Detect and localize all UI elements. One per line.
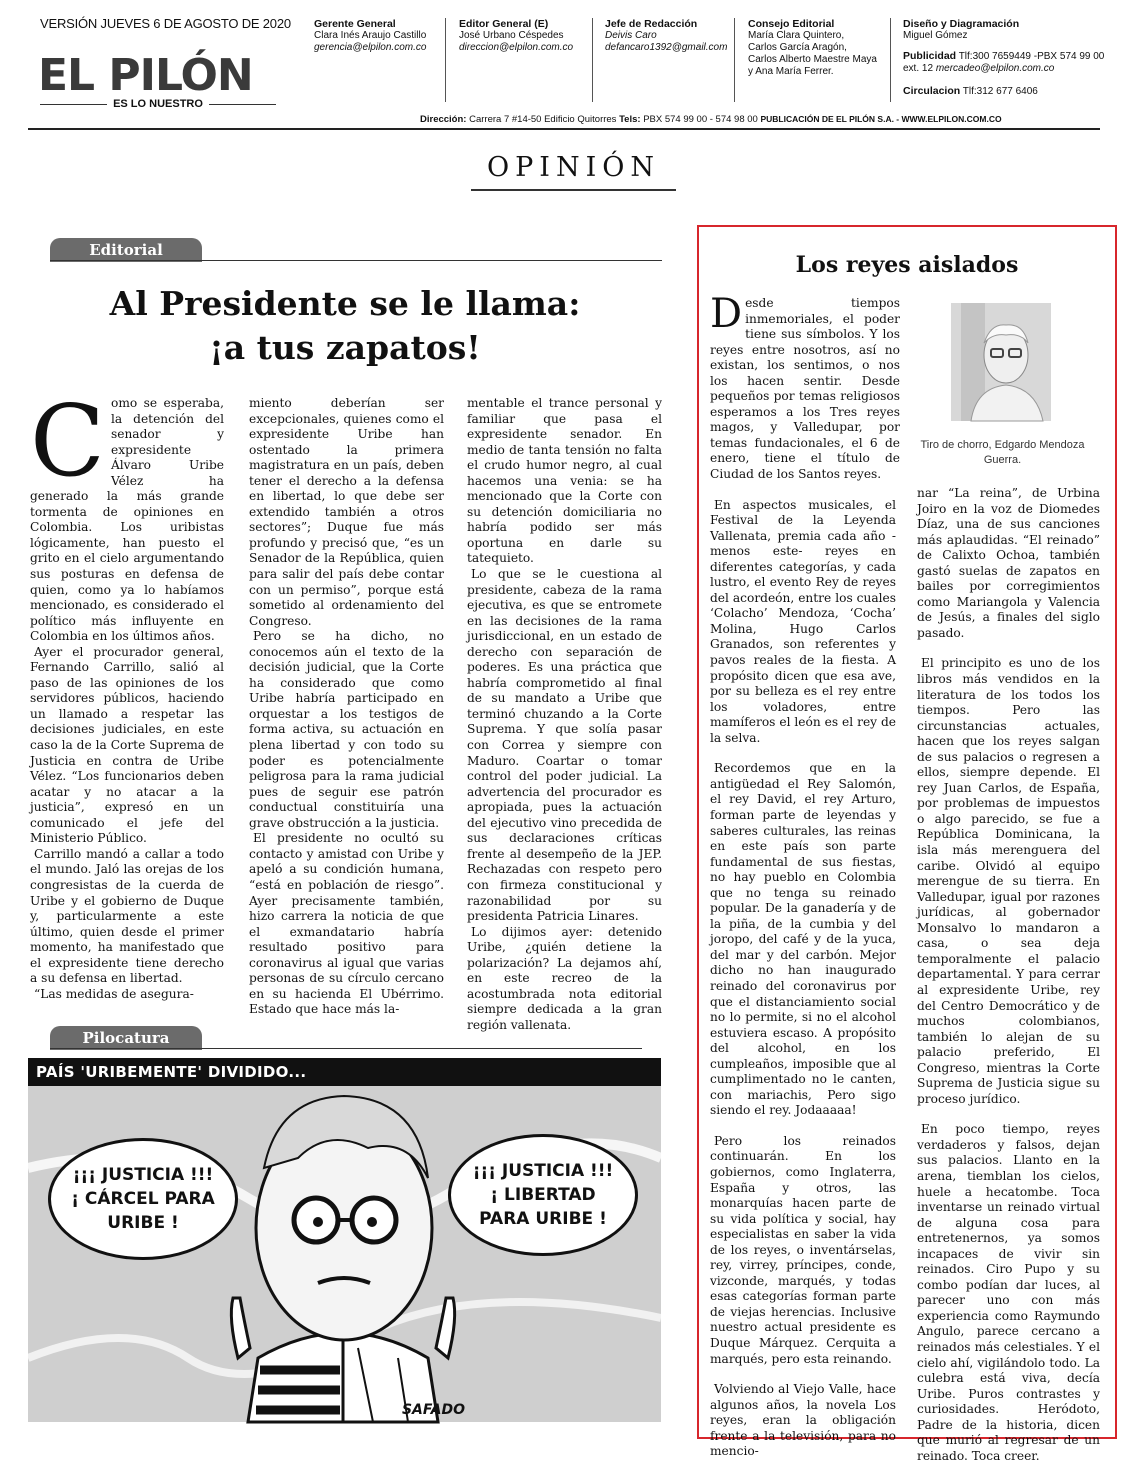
circulacion-label: Circulacion	[903, 85, 961, 97]
publicidad-phone: Tlf:300 7659449 -PBX 574 99 00	[958, 51, 1105, 62]
staff-name: y Ana María Ferrer.	[748, 66, 834, 77]
opinion-column-title: Los reyes aislados	[795, 252, 1019, 278]
bubble-line: ¡¡¡ JUSTICIA !!!	[72, 1165, 214, 1185]
newspaper-logo: EL PILÓN	[38, 50, 253, 101]
paragraph: Lo dijimos ayer: detenido Uribe, ¿quién detiene la polarización? La dejamos ahí, en este recreo de la acostumbrada nota editorial siempre dedicada a la gran región vallenata.	[467, 924, 662, 1032]
masthead-rule	[28, 128, 1100, 130]
staff-email: gerencia@elpilon.com.co	[314, 42, 427, 53]
publicidad-email: mercadeo@elpilon.com.co	[935, 63, 1055, 74]
staff-editor	[459, 18, 573, 54]
speech-bubble-right	[448, 1134, 638, 1256]
paragraph: Lo que se le cuestiona al presidente, cabeza de la rama ejecutiva, es que se entromete en las decisiones de la rama jurisdiccional, en un estado de derecho con separación de poderes. Es una práctica que habría comprometido al final de su mandato a Uribe que terminó chuzando a la Corte Suprema. Y que solía pasar con Correa y siempre con Maduro. Coartar o tomar control del poder judicial. La advertencia del procurador es apropiada, pues la actuación del ejecutivo vino precedida de sus declaraciones críticas frente al desempeño de la JEP. Rechazadas con respeto pero con firmeza constitucional y razonabilidad por su presidenta Patricia Linares.	[467, 567, 662, 924]
bubble-line: ¡ LIBERTAD	[490, 1185, 596, 1205]
editorial-headline	[30, 282, 660, 370]
section-title: OPINIÓN	[471, 152, 676, 191]
author-photo-caption: Tiro de chorro, Edgardo Mendoza Guerra.	[920, 439, 1085, 466]
author-portrait-icon	[951, 303, 1051, 421]
staff-divider	[734, 18, 735, 102]
staff-gerente	[314, 18, 426, 54]
editorial-tab: Editorial	[50, 238, 202, 262]
paragraph: nar “La reina”, de Urbina Joiro en la voz de Diomedes Díaz, una de sus canciones más aplaudidas. “El reinado” de Calixto Ochoa, también gastó suelas de zapatos en bailes por corregimientos como Mariangola y Valencia de Jesús, a finales del siglo pasado.	[917, 486, 1100, 640]
opinion-column-1	[710, 291, 900, 1475]
paragraph: Recordemos que en la antigüedad el Rey Salomón, el rey David, el rey Arturo, forman parte de leyendas y saberes culturales, las reinas en este país son parte fundamental de sus fiestas, no hay pueblo en Colombia que no tenga su reinado popular. De la ganadería y de la piña, de la cumbia y del joropo, del café y de la yuca, del mar y del carbón. Mejor dicho no han inaugurado reinado del coronavirus por que el distanciamiento social no lo permite, si no el alcohol estuviera escaso. A propósito del alcohol, en los cumpleaños, imposible que al cumplimentado no le canten, con mariachis, Pero sigo siendo el rey. Jodaaaaa!	[710, 761, 896, 1118]
opinion-column-2	[917, 486, 1100, 1479]
address-label: Dirección:	[420, 114, 467, 125]
paragraph: Carrillo mandó a callar a todo el mundo. Jaló las orejas de los congresistas de la cuerda de Uribe y el gobierno de Duque y, particularmente a este último, quien desde el primer momento, ha manifestado que el expresidente tiene derecho a su defensa en libertad.	[30, 846, 224, 986]
editorial-rule	[50, 260, 662, 261]
cartoonist-signature: SAFADO	[401, 1402, 465, 1418]
staff-role: Diseño y Diagramación	[903, 18, 1020, 30]
editorial-column-1	[30, 385, 224, 1002]
staff-email: defancaro1392@gmail.com	[605, 42, 728, 53]
speech-bubble-left	[48, 1138, 238, 1260]
staff-consejo	[748, 18, 877, 78]
staff-name: Clara Inés Araujo Castillo	[314, 30, 427, 41]
staff-role: Editor General (E)	[459, 18, 549, 30]
staff-role: Consejo Editorial	[748, 18, 835, 30]
headline-line: ¡a tus zapatos!	[209, 328, 481, 367]
editorial-cartoon	[28, 1058, 661, 1422]
circulacion-phone: Tlf:312 677 6406	[962, 86, 1038, 97]
staff-name: Deivis Caro	[605, 30, 657, 41]
staff-name: José Urbano Céspedes	[459, 30, 564, 41]
publicidad-ext: ext. 12	[903, 63, 934, 74]
paragraph: esde tiempos inmemoriales, el poder tiene sus símbolos. Y los reyes entre nosotros, así no existan, los sentimos, o nos los hacen sentir. Desde pequeños por temas religiosos esperamos a los Tres reyes magos, y Valledupar, por temas fundacionales, el 6 de enero, tiene el título de Ciudad de los Santos reyes.	[710, 296, 900, 482]
paragraph: Pero los reinados continuarán. En los gobiernos, como Inglaterra, España y otros, las monarquías hacen parte de su vida política y social, hay especialistas en saber la vida de los reyes, o inventárselas, rey, virrey, príncipes, conde, vizconde, marqués, y todas esas categorías forman parte de viejas herencias. Inclusive nuestro actual presidente es Duque Márquez. Cerquita a marqués, pero esta reinando.	[710, 1133, 896, 1366]
staff-diseno	[903, 18, 1104, 98]
paragraph: omo se esperaba, la detención del senador y expresidente Álvaro Uribe Vélez ha generado la más grande tormenta de opiniones en Colombia. Los uribistas lógicamente, han puesto el grito en el cielo argumentando sus posturas en defensa de quien, como ya lo habíamos mencionado, es considerado el político más influyente en Colombia en los últimos años.	[30, 396, 224, 644]
paragraph: “Las medidas de asegura-	[34, 986, 194, 1001]
staff-role: Gerente General	[314, 18, 396, 30]
staff-jefe-redaccion	[605, 18, 727, 54]
bubble-line: PARA URIBE !	[479, 1209, 607, 1229]
staff-role: Jefe de Redacción	[605, 18, 698, 30]
newspaper-tagline	[40, 98, 276, 110]
publisher-text: PUBLICACIÓN DE EL PILÓN S.A. - WWW.ELPILON.COM.CO	[760, 114, 1002, 124]
staff-name: Miguel Gómez	[903, 30, 968, 41]
staff-name: Carlos García Aragón,	[748, 42, 847, 53]
paragraph: mentable el trance personal y familiar que pasa el expresidente senador. En medio de tanta tensión no falta el crudo humor negro, al cual hacemos una venia: se ha mencionado que la Corte con su detención domiciliaria no habría podido ser más oportuna en darle su tatequieto.	[467, 396, 662, 566]
bubble-line: ¡ CÁRCEL PARA	[71, 1189, 215, 1209]
drop-cap: C	[30, 385, 105, 499]
paragraph: Volviendo al Viejo Valle, hace algunos años, la novela Los reyes, eran la obligación frente a la televisión, para no mencio-	[710, 1382, 896, 1459]
bubble-line: URIBE !	[107, 1213, 179, 1233]
author-photo	[951, 303, 1051, 421]
address-text: Carrera 7 #14-50 Edificio Quitorres	[469, 114, 617, 125]
staff-name: Carlos Alberto Maestre Maya	[748, 54, 877, 65]
editorial-column-3	[467, 396, 662, 1033]
bubble-line: ¡¡¡ JUSTICIA !!!	[472, 1161, 614, 1181]
staff-email: direccion@elpilon.com.co	[459, 42, 574, 53]
headline-line: Al Presidente se le llama:	[109, 284, 581, 323]
drop-cap: D	[710, 291, 743, 337]
address-line	[420, 114, 1002, 125]
publicidad-label: Publicidad	[903, 50, 957, 62]
pilocatura-rule	[50, 1048, 642, 1049]
paragraph: El presidente no ocultó su contacto y amistad con Uribe y apeló a su condición humana, “está en población de riesgo”. Ayer precisamente también, hizo carrera la noticia de que el exmandatario habría resultado positivo para coronavirus al igual que varias personas de su círculo cercano en su hacienda El Ubérrimo. Estado que hace más la-	[249, 831, 444, 1017]
staff-divider	[592, 18, 593, 102]
paragraph: miento deberían ser excepcionales, quienes como el expresidente Uribe han ostentado la primera magistratura en un país, deben tener el derecho a la defensa en libertad, lo que debe ser extendido también a otros sectores”; Duque fue más profundo y precisó que, “es un Senador de la República, quien para salir del país debe contar con un permiso”, porque está sometido al ordenamiento del Congreso.	[249, 396, 444, 628]
tels-text: PBX 574 99 00 - 574 98 00	[643, 114, 758, 125]
paragraph: El principito es uno de los libros más vendidos en la literatura de los todos los tiempos. Pero las circunstancias actuales, hacen que los reyes salgan de sus palacios o regresen a ellos, siempre depende. El rey Juan Carlos, de España, por problemas de impuestos o algo parecido, se fue a República Dominicana, la isla más merenguera del caribe. Olvidó al equipo merengue de su tierra. En Valledupar, igual por razones jurídicas, al gobernador Monsalvo lo mandaron a casa, o sea deja temporalmente el palacio departamental. Y para cerrar al expresidente Uribe, rey del Centro Democrático y de muchos colombianos, también lo alejan de su palacio preferido, El Congreso, mientras la Corte Suprema de Justicia sigue su proceso jurídico.	[917, 656, 1100, 1106]
paragraph: Pero se ha dicho, no conocemos aún el texto de la decisión judicial, que la Corte ha considerado que como Uribe habría participado en orquestar a los testigos de forma activa, su actuación en plena libertad y con todo su poder es potencialmente peligrosa para la rama judicial pues de seguir ese patrón conductual constituiría una grave obstrucción a la justicia.	[249, 629, 444, 830]
editorial-column-2	[249, 396, 444, 1018]
staff-divider	[890, 18, 891, 102]
paragraph: En aspectos musicales, el Festival de la Leyenda Vallenata, premia cada año -menos este- reyes en diferentes categorías, y cada lustro, el evento Rey de reyes del acordeón, entre los cuales ‘Colacho’ Mendoza, ‘Cocha’ Molina, Hugo Carlos Granados, son referentes y pavos reales de la fiesta. A propósito dicen que esa ave, por su belleza es el rey entre los voladores, entre mamíferos el león es el rey de la selva.	[710, 497, 896, 745]
staff-name: María Clara Quintero,	[748, 30, 845, 41]
pilocatura-tab: Pilocatura	[50, 1026, 202, 1050]
cartoon-header: PAÍS 'URIBEMENTE' DIVIDIDO...	[28, 1058, 661, 1086]
staff-divider	[445, 18, 446, 102]
edition-date: VERSIÓN JUEVES 6 DE AGOSTO DE 2020	[40, 16, 291, 31]
tagline-text: ES LO NUESTRO	[113, 98, 203, 110]
paragraph: En poco tiempo, reyes verdaderos y falsos, dejan sus palacios. Llanto en la arena, tiemblan los cielos, huele a hecatombe. Toca inventarse un reinado virtual de alguna cosa para entretenernos, ya somos incapaces de vivir sin reinados. Ciro Pupo y su combo podían dar luces, al parecer uno con más experiencia como Raymundo Angulo, parece cercano a reinados más celestiales. Y el cielo ahí, vigilándolo todo. La culebra está viva, decía Uribe. Puros contrastes y curiosidades. Heródoto, Padre de la historia, dicen que murió al regresar de un reinado. Toca creer.	[917, 1122, 1100, 1463]
tels-label: Tels:	[619, 114, 641, 125]
paragraph: Ayer el procurador general, Fernando Carrillo, salió al paso de las opiniones de los servidores públicos, haciendo un llamado a respetar las decisiones judiciales, en este caso la de la Corte Suprema de Justicia en contra de Uribe Vélez. “Los funcionarios deben acatar y no atacar a la justicia”, expresó en un comunicado el jefe del Ministerio Público.	[30, 644, 224, 846]
